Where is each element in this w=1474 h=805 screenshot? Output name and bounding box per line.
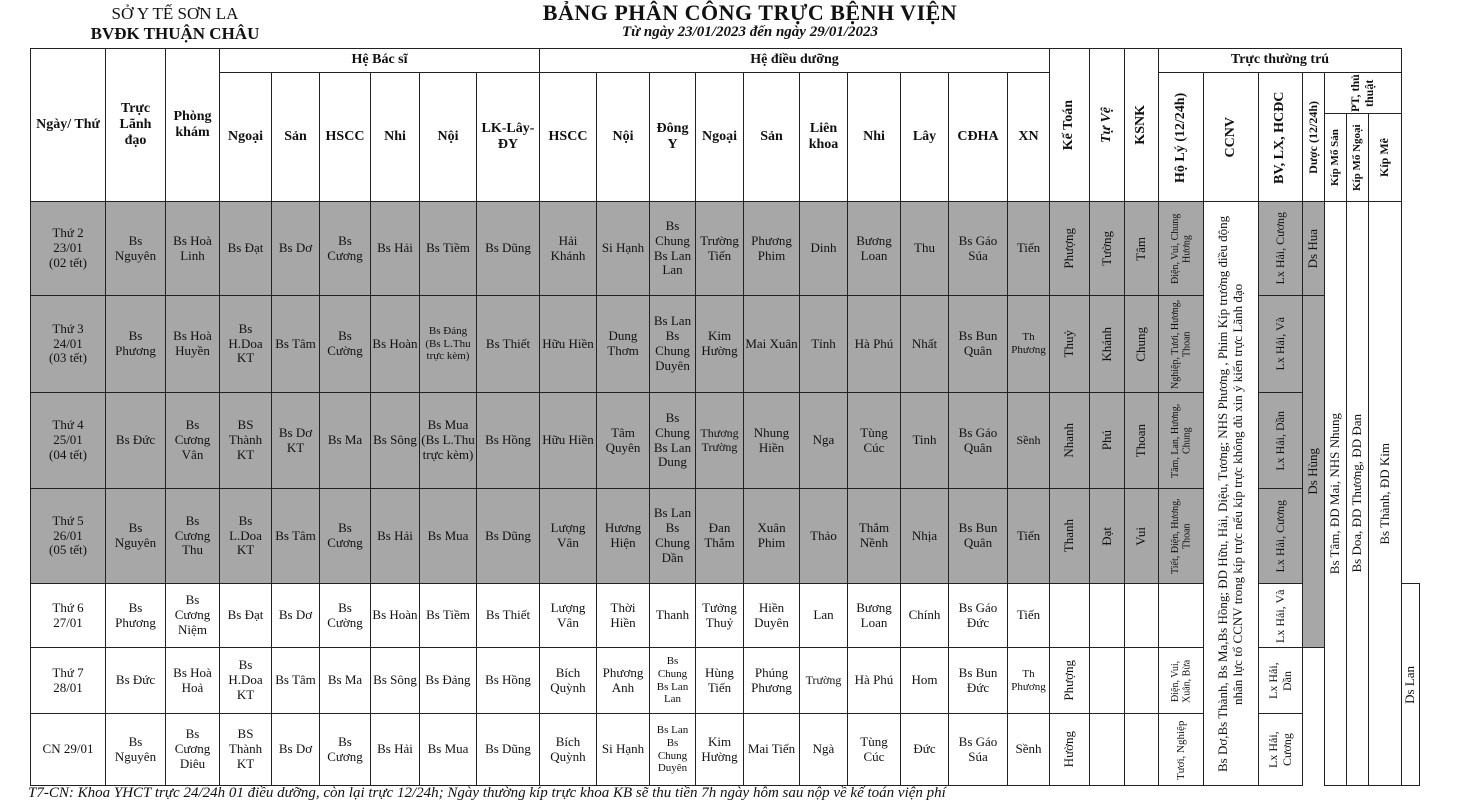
cell: Dung Thơm: [597, 296, 650, 393]
leader-cell: Bs Đức: [106, 393, 166, 489]
cell: Bs Thiết: [477, 584, 540, 648]
day-cell: Thứ 7 28/01: [31, 648, 106, 714]
cell: Bs Gáo Súa: [949, 714, 1008, 786]
guard-cell: Tường: [1090, 202, 1125, 296]
bv-cell: Lx Hải, Dần: [1259, 648, 1303, 714]
cell: Sềnh: [1008, 393, 1050, 489]
cell: Bs H.Doa KT: [220, 296, 272, 393]
cell: Bs Chung Bs Lan Dung: [650, 393, 696, 489]
cell: Tiến: [1008, 489, 1050, 584]
cell: Bs Lan Bs Chung Duyên: [650, 714, 696, 786]
day-cell: Thứ 2 23/01 (02 tết): [31, 202, 106, 296]
document-header: [380, 0, 1120, 41]
group-header-resident: Trực thường trú: [1159, 49, 1402, 73]
col-header-day: Ngày/ Thứ: [31, 49, 106, 202]
cell: Bs Cương: [320, 714, 371, 786]
cell: Dinh: [800, 202, 848, 296]
ho-ly-cell: Tâm, Lan, Hương, Chung: [1159, 393, 1204, 489]
accounting-cell: Phượng: [1050, 202, 1090, 296]
cell: Bs Dũng: [477, 202, 540, 296]
guard-cell: Khánh: [1090, 296, 1125, 393]
cell: Bs Gáo Đức: [949, 584, 1008, 648]
cell: Hương Hiện: [597, 489, 650, 584]
cell: Nhung Hiền: [744, 393, 800, 489]
col-header-bs-hscc: HSCC: [320, 73, 371, 202]
col-header-ccnv: CCNV: [1204, 73, 1259, 202]
cell: Bs H.Doa KT: [220, 648, 272, 714]
col-header-dd-noi: Nội: [597, 73, 650, 202]
cell: Bs Gáo Quân: [949, 393, 1008, 489]
cell: Phương Phim: [744, 202, 800, 296]
col-header-leader: Trực Lãnh đạo: [106, 49, 166, 202]
group-header-nurses: Hệ điều dưỡng: [540, 49, 1050, 73]
ccnv-merged-cell: Bs Dơ,Bs Thành, Bs Ma,Bs Hồng; ĐD Hữu, Hải, Diệu, Tương; NHS Phương , Phim Kíp trưởng điều động nhân lực tổ CCNV trong kíp trực nếu kíp trực không đủ xin ý kiến trực Lãnh đạo: [1204, 202, 1259, 786]
cell: Bs Đạt: [220, 202, 272, 296]
bv-cell: Lx Hải, Cương: [1259, 489, 1303, 584]
cell: Thảo: [800, 489, 848, 584]
day-cell: Thứ 6 27/01: [31, 584, 106, 648]
cell: Bs Thiết: [477, 296, 540, 393]
cell: Đan Thắm: [696, 489, 744, 584]
cell: Hom: [901, 648, 949, 714]
col-header-kip-mo-ngoai: Kíp Mổ Ngoại: [1347, 114, 1369, 202]
cell: Thanh: [650, 584, 696, 648]
cell: BS Thành KT: [220, 393, 272, 489]
kip-mo-ngoai-cell: Bs Doa, ĐD Thương, ĐD Đan: [1347, 202, 1369, 786]
cell: Bs Lan Bs Chung Dần: [650, 489, 696, 584]
accounting-cell: Thuỷ: [1050, 296, 1090, 393]
col-header-bv: BV, LX, HCĐC: [1259, 73, 1303, 202]
cell: Bs Ma: [320, 648, 371, 714]
cell: Bs Cương: [320, 489, 371, 584]
cell: Hữu Hiền: [540, 296, 597, 393]
cell: Bs Cường: [320, 584, 371, 648]
cell: Bs Mua: [420, 714, 477, 786]
cell: Bs Cương: [320, 202, 371, 296]
bv-cell: Lx Hải, Cương: [1259, 714, 1303, 786]
cell: Bs Chung Bs Lan Lan: [650, 202, 696, 296]
cell: Bs Hải: [371, 202, 420, 296]
day-cell: CN 29/01: [31, 714, 106, 786]
cell: Bs Đảng (Bs L.Thu trực kèm): [420, 296, 477, 393]
org-line-2: BVĐK THUẬN CHÂU: [90, 24, 260, 43]
cell: Hà Phú: [848, 296, 901, 393]
cell: Phúng Phương: [744, 648, 800, 714]
leader-cell: Bs Nguyên: [106, 202, 166, 296]
ho-ly-cell: Tiết, Điện, Hương, Thoan: [1159, 489, 1204, 584]
cell: Chính: [901, 584, 949, 648]
kip-me-cell: Bs Thành, ĐD Kim: [1369, 202, 1402, 786]
cell: Bs Sông: [371, 648, 420, 714]
col-header-kip-me: Kíp Mê: [1369, 114, 1402, 202]
duoc-cell: Ds Lan: [1402, 584, 1420, 786]
cell: Bích Quỳnh: [540, 648, 597, 714]
cell: Nga: [800, 393, 848, 489]
col-header-dd-hscc: HSCC: [540, 73, 597, 202]
kip-mo-san-cell: Bs Tâm, ĐD Mai, NHS Nhung: [1325, 202, 1347, 786]
cell: Bs Tâm: [272, 296, 320, 393]
cell: Bs Dơ: [272, 584, 320, 648]
group-header-doctors: Hệ Bác sĩ: [220, 49, 540, 73]
cell: Bs Mua (Bs L.Thu trực kèm): [420, 393, 477, 489]
cell: Tỉnh: [800, 296, 848, 393]
cell: Thời Hiền: [597, 584, 650, 648]
cell: Bs Tâm: [272, 489, 320, 584]
ho-ly-cell: [1159, 584, 1204, 648]
accounting-cell: Thanh: [1050, 489, 1090, 584]
cell: Mai Tiến: [744, 714, 800, 786]
cell: Hiền Duyên: [744, 584, 800, 648]
cell: Nhịa: [901, 489, 949, 584]
col-header-duoc: Dược (12/24h): [1303, 73, 1325, 202]
cell: Lan: [800, 584, 848, 648]
col-header-ksnk: KSNK: [1125, 49, 1159, 202]
cell: Bích Quỳnh: [540, 714, 597, 786]
cell: Bs Dơ: [272, 202, 320, 296]
cell: Bs Gáo Súa: [949, 202, 1008, 296]
accounting-cell: Hường: [1050, 714, 1090, 786]
bv-cell: Lx Hải, Cương: [1259, 202, 1303, 296]
accounting-cell: Phượng: [1050, 648, 1090, 714]
org-line-1: SỞ Y TẾ SƠN LA: [111, 4, 239, 23]
leader-cell: Bs Nguyên: [106, 489, 166, 584]
clinic-cell: Bs Cương Niệm: [166, 584, 220, 648]
guard-cell: Phú: [1090, 393, 1125, 489]
ho-ly-cell: Điện, Vui, Xuân, Bừa: [1159, 648, 1204, 714]
cell: Kim Hường: [696, 714, 744, 786]
cell: Bs Sông: [371, 393, 420, 489]
col-header-dd-xn: XN: [1008, 73, 1050, 202]
cell: Trường Tiến: [696, 202, 744, 296]
ho-ly-cell: Tươi, Nghiệp: [1159, 714, 1204, 786]
guard-cell: [1090, 584, 1125, 648]
cell: Bs Hồng: [477, 648, 540, 714]
cell: Bương Loan: [848, 584, 901, 648]
bv-cell: Lx Hải, Và: [1259, 584, 1303, 648]
guard-cell: [1090, 648, 1125, 714]
organization-header: [60, 4, 290, 44]
cell: Bs Đạt: [220, 584, 272, 648]
guard-cell: Đạt: [1090, 489, 1125, 584]
accounting-cell: [1050, 584, 1090, 648]
day-cell: Thứ 4 25/01 (04 tết): [31, 393, 106, 489]
cell: Tùng Cúc: [848, 393, 901, 489]
day-cell: Thứ 3 24/01 (03 tết): [31, 296, 106, 393]
col-header-accounting: Kế Toán: [1050, 49, 1090, 202]
cell: Hùng Tiến: [696, 648, 744, 714]
leader-cell: Bs Đức: [106, 648, 166, 714]
ksnk-cell: Thoan: [1125, 393, 1159, 489]
cell: Bs Tâm: [272, 648, 320, 714]
cell: Tùng Cúc: [848, 714, 901, 786]
cell: Xuân Phim: [744, 489, 800, 584]
col-header-bs-noi: Nội: [420, 73, 477, 202]
cell: Tinh: [901, 393, 949, 489]
duty-schedule-table: [30, 48, 1420, 786]
cell: Nhất: [901, 296, 949, 393]
col-header-kip-mo-san: Kíp Mổ Sản: [1325, 114, 1347, 202]
cell: Bs Ma: [320, 393, 371, 489]
cell: Bs Dơ KT: [272, 393, 320, 489]
cell: BS Thành KT: [220, 714, 272, 786]
cell: Mai Xuân: [744, 296, 800, 393]
cell: Bs Lan Bs Chung Duyên: [650, 296, 696, 393]
col-header-bs-san: Sản: [272, 73, 320, 202]
ksnk-cell: [1125, 714, 1159, 786]
cell: Hà Phú: [848, 648, 901, 714]
col-header-bs-ngoai: Ngoại: [220, 73, 272, 202]
cell: Tiến: [1008, 584, 1050, 648]
col-header-clinic: Phòng khám: [166, 49, 220, 202]
day-cell: Thứ 5 26/01 (05 tết): [31, 489, 106, 584]
cell: Bs Chung Bs Lan Lan: [650, 648, 696, 714]
col-header-dd-san: Sản: [744, 73, 800, 202]
cell: Bs Hoàn: [371, 584, 420, 648]
col-header-dd-ngoai: Ngoại: [696, 73, 744, 202]
col-header-ho-ly: Hộ Lý (12/24h): [1159, 73, 1204, 202]
cell: Bs Đảng: [420, 648, 477, 714]
cell: Bs Bun Quân: [949, 296, 1008, 393]
cell: Thương Trường: [696, 393, 744, 489]
cell: Si Hạnh: [597, 202, 650, 296]
cell: Si Hạnh: [597, 714, 650, 786]
leader-cell: Bs Nguyên: [106, 714, 166, 786]
cell: Bs Bun Đức: [949, 648, 1008, 714]
ksnk-cell: Chung: [1125, 296, 1159, 393]
cell: Hải Khánh: [540, 202, 597, 296]
document-subtitle: Từ ngày 23/01/2023 đến ngày 29/01/2023: [621, 24, 879, 40]
clinic-cell: Bs Cương Diêu: [166, 714, 220, 786]
duoc-cell: Ds Hùng: [1303, 296, 1325, 648]
bv-cell: Lx Hải, Và: [1259, 296, 1303, 393]
cell: Bs Hoàn: [371, 296, 420, 393]
col-header-dd-lienkhoa: Liên khoa: [800, 73, 848, 202]
cell: Tiến: [1008, 202, 1050, 296]
col-header-bs-lk: LK-Lây-ĐY: [477, 73, 540, 202]
cell: Sềnh: [1008, 714, 1050, 786]
cell: Trường: [800, 648, 848, 714]
cell: Lượng Vân: [540, 584, 597, 648]
col-header-dd-nhi: Nhi: [848, 73, 901, 202]
col-header-dd-cdha: CĐHA: [949, 73, 1008, 202]
cell: Bs Hải: [371, 489, 420, 584]
cell: Bs Dũng: [477, 714, 540, 786]
leader-cell: Bs Phương: [106, 584, 166, 648]
ho-ly-cell: Nghiệp, Tươi, Hương, Thoan: [1159, 296, 1204, 393]
cell: Bương Loan: [848, 202, 901, 296]
footnote: T7-CN: Khoa YHCT trực 24/24h 01 điều dưỡng, còn lại trực 12/24h; Ngày thường kíp trực khoa KB sẽ thu tiền 7h ngày hôm sau nộp về kế toán viện phí: [28, 785, 946, 801]
clinic-cell: Bs Cương Vân: [166, 393, 220, 489]
col-header-dd-lay: Lây: [901, 73, 949, 202]
duoc-cell: Ds Hua: [1303, 202, 1325, 296]
cell: Bs Dơ: [272, 714, 320, 786]
cell: Hữu Hiền: [540, 393, 597, 489]
col-header-pt: PT, thủ thuật: [1325, 73, 1402, 114]
cell: Th Phương: [1008, 296, 1050, 393]
clinic-cell: Bs Hoà Huyền: [166, 296, 220, 393]
table-row: [31, 202, 1420, 296]
bv-cell: Lx Hải, Dần: [1259, 393, 1303, 489]
cell: Tâm Quyên: [597, 393, 650, 489]
col-header-dd-dongy: Đông Y: [650, 73, 696, 202]
cell: Lượng Vân: [540, 489, 597, 584]
cell: Bs Dũng: [477, 489, 540, 584]
guard-cell: [1090, 714, 1125, 786]
col-header-bs-nhi: Nhi: [371, 73, 420, 202]
clinic-cell: Bs Cương Thu: [166, 489, 220, 584]
accounting-cell: Nhanh: [1050, 393, 1090, 489]
cell: Bs Hải: [371, 714, 420, 786]
cell: Kim Hường: [696, 296, 744, 393]
cell: Th Phương: [1008, 648, 1050, 714]
ksnk-cell: [1125, 584, 1159, 648]
ho-ly-cell: Điện, Vui, Chung Hương: [1159, 202, 1204, 296]
ksnk-cell: [1125, 648, 1159, 714]
cell: Thắm Nềnh: [848, 489, 901, 584]
cell: Đức: [901, 714, 949, 786]
cell: Bs L.Doa KT: [220, 489, 272, 584]
cell: Bs Tiềm: [420, 584, 477, 648]
clinic-cell: Bs Hoà Linh: [166, 202, 220, 296]
cell: Thu: [901, 202, 949, 296]
cell: Bs Bun Quân: [949, 489, 1008, 584]
ksnk-cell: Vui: [1125, 489, 1159, 584]
clinic-cell: Bs Hoà Hoả: [166, 648, 220, 714]
cell: Bs Hồng: [477, 393, 540, 489]
cell: Bs Cường: [320, 296, 371, 393]
cell: Phương Anh: [597, 648, 650, 714]
ksnk-cell: Tâm: [1125, 202, 1159, 296]
cell: Ngà: [800, 714, 848, 786]
cell: Tưởng Thuỷ: [696, 584, 744, 648]
leader-cell: Bs Phương: [106, 296, 166, 393]
document-title: BẢNG PHÂN CÔNG TRỰC BỆNH VIỆN: [542, 0, 958, 25]
cell: Bs Mua: [420, 489, 477, 584]
cell: Bs Tiềm: [420, 202, 477, 296]
col-header-guard: Tự Vệ: [1090, 49, 1125, 202]
